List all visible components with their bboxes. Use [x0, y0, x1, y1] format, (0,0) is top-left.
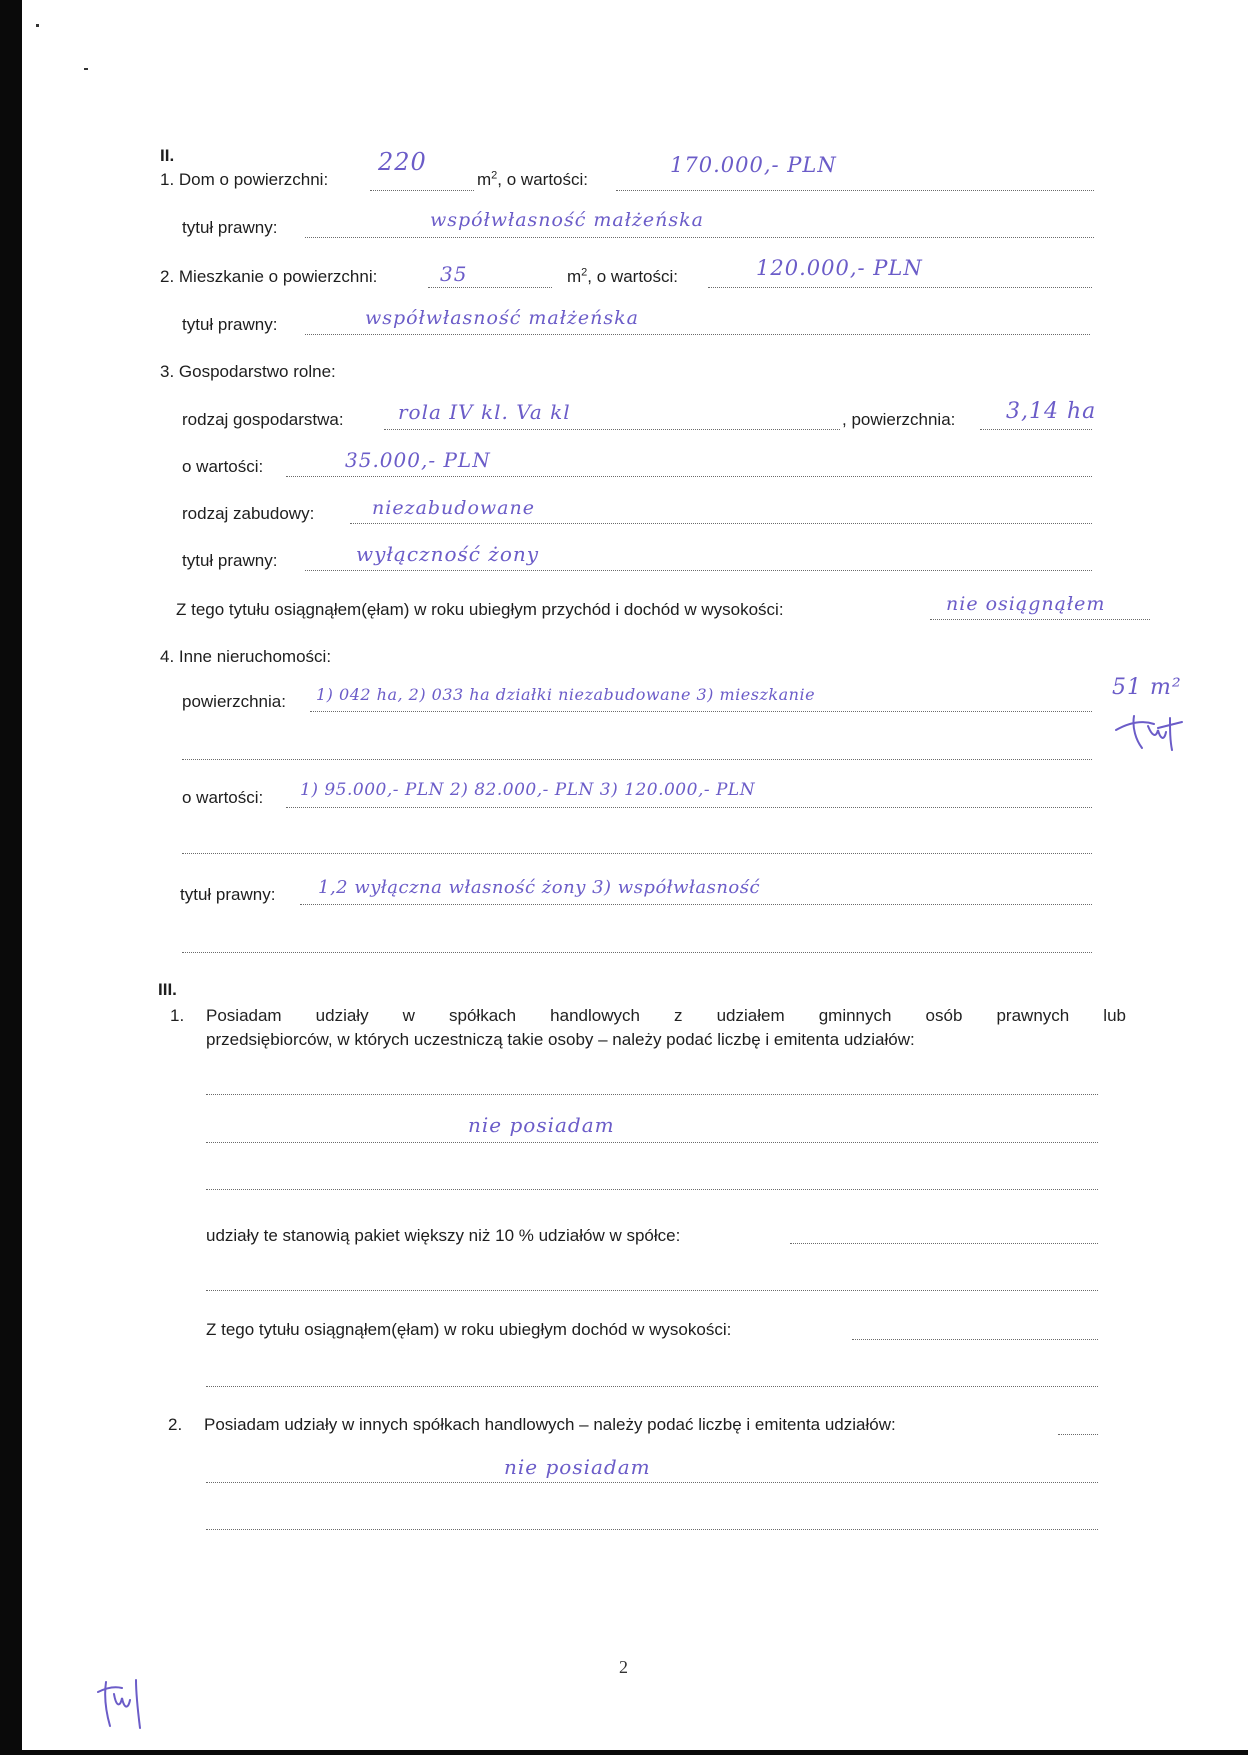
shares-10pct-field[interactable] [790, 1243, 1098, 1244]
other-area-value: 1) 042 ha, 2) 033 ha działki niezabudowane 3) mieszkanie [316, 685, 816, 704]
other-area-label: powierzchnia: [182, 692, 286, 711]
other-title-value: 1,2 wyłączna własność żony 3) współwłasność [318, 877, 761, 898]
house-value-value: 170.000,- PLN [670, 153, 837, 177]
farm-title-value: wyłączność żony [356, 542, 540, 566]
farm-income-value: nie osiągnąłem [946, 593, 1106, 615]
section-heading-iii: III. [158, 980, 177, 999]
other-title-field-line2[interactable] [182, 952, 1092, 953]
house-title-value: współwłasność małżeńska [430, 209, 704, 231]
farm-area-label: , powierzchnia: [842, 410, 956, 429]
farm-buildings-label: rodzaj zabudowy: [182, 504, 315, 523]
other-title-label: tytuł prawny: [180, 885, 276, 904]
farm-income-field[interactable] [930, 619, 1150, 620]
shares-item2-number: 2. [168, 1415, 183, 1434]
other-value-field-line2[interactable] [182, 853, 1092, 854]
house-area-value: 220 [378, 148, 427, 176]
flat-title-label: tytuł prawny: [182, 315, 278, 334]
page-number: 2 [619, 1657, 628, 1677]
shares-income-field[interactable] [852, 1339, 1098, 1340]
shares-item1-field-line2[interactable] [206, 1142, 1098, 1143]
shares-item1-text-line1: Posiadam udziały w spółkach handlowych z udziałem gminnych osób prawnych lub [206, 1006, 1126, 1025]
initials-signature [1112, 708, 1192, 752]
scan-speck [84, 68, 88, 70]
farm-buildings-value: niezabudowane [372, 497, 535, 519]
shares-item1-field-line1[interactable] [206, 1094, 1098, 1095]
flat-value-field[interactable] [708, 287, 1092, 288]
shares-income-label: Z tego tytułu osiągnąłem(ęłam) w roku ubiegłym dochód w wysokości: [206, 1320, 732, 1339]
other-value-value: 1) 95.000,- PLN 2) 82.000,- PLN 3) 120.000,- PLN [300, 780, 756, 800]
initials-signature-bottom [92, 1672, 152, 1732]
house-value-field[interactable] [616, 190, 1094, 191]
farm-value-field[interactable] [286, 476, 1092, 477]
farm-title-field[interactable] [305, 570, 1092, 571]
shares-10pct-label: udziały te stanowią pakiet większy niż 10 % udziałów w spółce: [206, 1226, 681, 1245]
farm-area-value: 3,14 ha [1006, 399, 1097, 424]
house-area-field[interactable] [370, 190, 474, 191]
house-area-label: 1. Dom o powierzchni: [160, 170, 329, 189]
shares-10pct-field-line2[interactable] [206, 1290, 1098, 1291]
shares-item2-text: Posiadam udziały w innych spółkach handlowych – należy podać liczbę i emitenta udziałów: [204, 1415, 896, 1434]
farm-value-value: 35.000,- PLN [345, 448, 491, 472]
scan-speck [36, 24, 39, 27]
house-value-label: $m^2$, o wartości: [477, 169, 588, 189]
farm-label: 3. Gospodarstwo rolne: [160, 362, 336, 381]
shares-item2-field-line3[interactable] [206, 1529, 1098, 1530]
shares-item1-field-line3[interactable] [206, 1189, 1098, 1190]
other-value-label: o wartości: [182, 788, 264, 807]
farm-title-label: tytuł prawny: [182, 551, 278, 570]
shares-item1-text-line2: przedsiębiorców, w których uczestniczą takie osoby – należy podać liczbę i emitenta udziałów: [206, 1030, 915, 1049]
other-title-field[interactable] [300, 904, 1092, 905]
farm-value-label: o wartości: [182, 457, 264, 476]
other-value-field[interactable] [286, 807, 1092, 808]
farm-type-value: rola IV kl. Va kl [398, 400, 571, 424]
section-heading-ii: II. [160, 146, 175, 165]
flat-value-label: $m^2$, o wartości: [567, 266, 678, 286]
shares-item1-number: 1. [170, 1006, 185, 1025]
scan-border-left [0, 0, 22, 1755]
flat-area-field[interactable] [428, 287, 552, 288]
flat-area-value: 35 [440, 262, 468, 286]
shares-item1-answer: nie posiadam [468, 1113, 615, 1137]
flat-title-value: współwłasność małżeńska [365, 307, 639, 329]
farm-type-field[interactable] [384, 429, 840, 430]
house-title-label: tytuł prawny: [182, 218, 278, 237]
shares-item2-answer: nie posiadam [504, 1455, 651, 1479]
farm-type-label: rodzaj gospodarstwa: [182, 410, 344, 429]
farm-area-field[interactable] [980, 429, 1092, 430]
other-area-value-extra: 51 m² [1112, 675, 1182, 700]
house-title-field[interactable] [305, 237, 1094, 238]
flat-value-value: 120.000,- PLN [756, 256, 923, 280]
other-area-field[interactable] [310, 711, 1092, 712]
shares-item2-field-line2[interactable] [206, 1482, 1098, 1483]
other-area-field-line2[interactable] [182, 759, 1092, 760]
farm-income-label: Z tego tytułu osiągnąłem(ęłam) w roku ubiegłym przychód i dochód w wysokości: [176, 600, 784, 619]
flat-title-field[interactable] [305, 334, 1090, 335]
flat-area-label: 2. Mieszkanie o powierzchni: [160, 267, 378, 286]
shares-income-field-line2[interactable] [206, 1386, 1098, 1387]
scan-border-bottom [0, 1750, 1248, 1755]
farm-buildings-field[interactable] [350, 523, 1092, 524]
other-property-label: 4. Inne nieruchomości: [160, 647, 332, 666]
shares-item2-field[interactable] [1058, 1434, 1098, 1435]
